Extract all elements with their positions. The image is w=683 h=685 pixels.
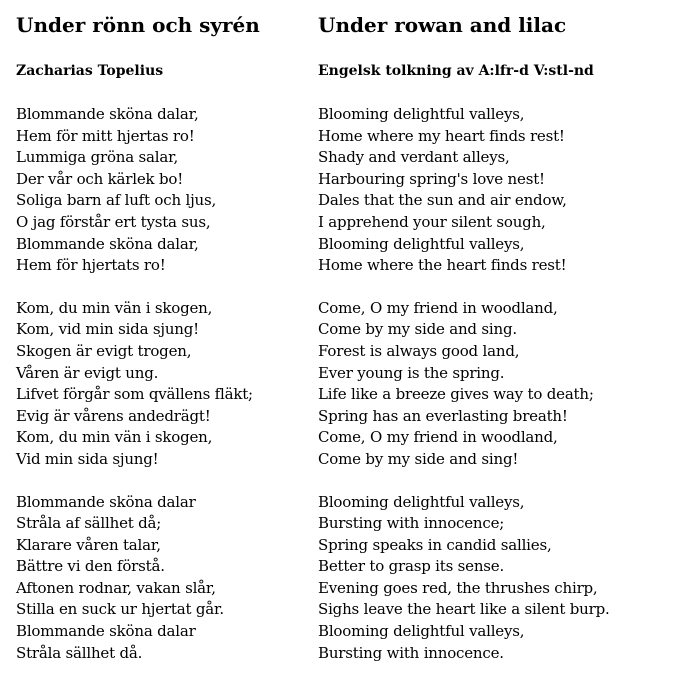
- poem-line: Hem för mitt hjertas ro!: [16, 126, 195, 145]
- swedish-author: Zacharias Topelius: [16, 63, 164, 79]
- english-translator: Engelsk tolkning av A:lfr-d V:stl-nd: [318, 63, 594, 79]
- poem-line: Dales that the sun and air endow,: [318, 191, 567, 210]
- poem-line: Evening goes red, the thrushes chirp,: [318, 578, 598, 597]
- poem-line: Ever young is the spring.: [318, 363, 505, 382]
- poem-line: Blooming delightful valleys,: [318, 622, 525, 641]
- poem-line: Vid min sida sjung!: [16, 449, 159, 468]
- poem-line: Evig är vårens andedrägt!: [16, 406, 211, 425]
- poem-line: Stilla en suck ur hjertat går.: [16, 600, 224, 619]
- poem-line: Bursting with innocence;: [318, 514, 505, 533]
- english-column: [318, 10, 680, 662]
- stanza: [318, 492, 610, 665]
- poem-line: Soliga barn af luft och ljus,: [16, 191, 217, 210]
- stanza: [16, 104, 253, 277]
- poem-line: Kom, du min vän i skogen,: [16, 298, 213, 317]
- poem-line: Klarare våren talar,: [16, 535, 161, 554]
- poem-line: Spring has an everlasting breath!: [318, 406, 568, 425]
- poem-line: Hem för hjertats ro!: [16, 256, 166, 275]
- swedish-title: Under rönn och syrén: [16, 13, 260, 37]
- poem-line: Shady and verdant alleys,: [318, 148, 510, 167]
- poem-line: Bättre vi den förstå.: [16, 557, 165, 576]
- stanza: [16, 492, 253, 665]
- poem-line: Spring speaks in candid sallies,: [318, 535, 552, 554]
- poem-line: Blommande sköna dalar,: [16, 234, 199, 253]
- swedish-stanzas: [16, 104, 253, 685]
- poem-line: Der vår och kärlek bo!: [16, 169, 184, 188]
- poem-line: O jag förstår ert tysta sus,: [16, 212, 211, 231]
- poem-line: Stråla af sällhet då;: [16, 514, 162, 533]
- poem-line: Forest is always good land,: [318, 341, 520, 360]
- english-title: Under rowan and lilac: [318, 13, 567, 37]
- poem-line: Blooming delightful valleys,: [318, 492, 525, 511]
- poem-line: Skogen är evigt trogen,: [16, 341, 192, 360]
- swedish-column: [16, 10, 316, 662]
- poem-line: Come by my side and sing!: [318, 449, 519, 468]
- poem-line: Blommande sköna dalar: [16, 622, 196, 641]
- poem-line: Lummiga gröna salar,: [16, 148, 179, 167]
- poem-line: Lifvet förgår som qvällens fläkt;: [16, 385, 253, 404]
- stanza: [16, 298, 253, 471]
- poem-line: Kom, du min vän i skogen,: [16, 428, 213, 447]
- poem-line: Blooming delightful valleys,: [318, 105, 525, 123]
- poem-line: Home where the heart finds rest!: [318, 256, 567, 275]
- poem-line: Blooming delightful valleys,: [318, 234, 525, 253]
- poem-line: Stråla sällhet då.: [16, 643, 143, 662]
- stanza: [318, 298, 610, 471]
- english-stanzas: [318, 104, 610, 685]
- poem-line: Blommande sköna dalar: [16, 492, 196, 511]
- poem-line: Come by my side and sing.: [318, 320, 517, 339]
- poem-line: Better to grasp its sense.: [318, 557, 505, 576]
- poem-line: Come, O my friend in woodland,: [318, 428, 558, 447]
- poem-line: Bursting with innocence.: [318, 643, 504, 662]
- stanza: [318, 104, 610, 277]
- poem-line: Sighs leave the heart like a silent burp.: [318, 600, 610, 619]
- poem-line: I apprehend your silent sough,: [318, 212, 546, 231]
- poem-line: Aftonen rodnar, vakan slår,: [16, 578, 216, 597]
- poem-line: Blommande sköna dalar,: [16, 105, 199, 123]
- poem-line: Harbouring spring's love nest!: [318, 169, 545, 188]
- poem-line: Come, O my friend in woodland,: [318, 298, 558, 317]
- poem-line: Kom, vid min sida sjung!: [16, 320, 199, 339]
- poem-line: Våren är evigt ung.: [16, 363, 159, 382]
- poem-line: Life like a breeze gives way to death;: [318, 385, 594, 404]
- poem-line: Home where my heart finds rest!: [318, 126, 565, 145]
